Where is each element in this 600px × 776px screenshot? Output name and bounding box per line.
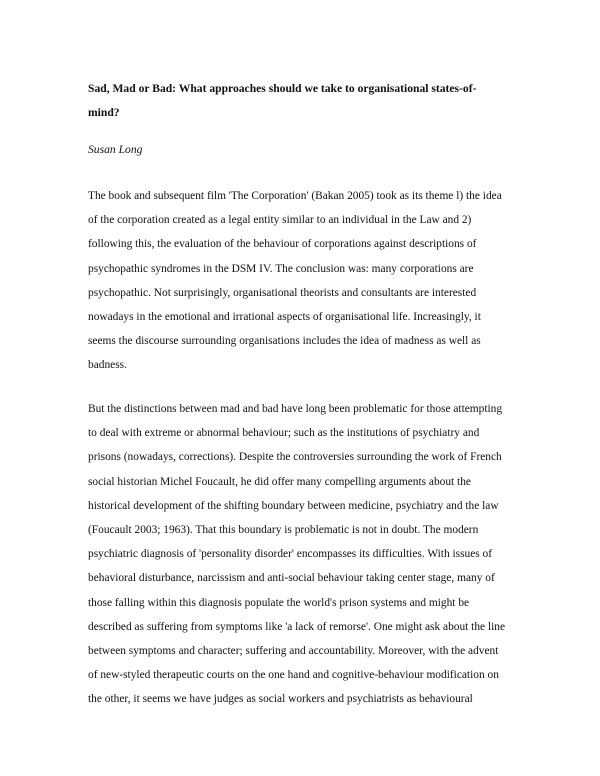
text-line: social historian Michel Foucault, he did offer many compelling arguments about the [88, 475, 471, 488]
text-line: to deal with extreme or abnormal behaviour; such as the institutions of psychiatry and [88, 427, 480, 440]
text-line: following this, the evaluation of the behaviour of corporations against descriptions of [88, 238, 477, 251]
title-line: Sad, Mad or Bad: What approaches should we take to organisational states-of- [88, 82, 477, 95]
text-line: those falling within this diagnosis populate the world's prison systems and might be [88, 596, 470, 609]
text-line: described as suffering from symptoms like 'a lack of remorse'. One might ask about the line [88, 620, 506, 633]
title-line: mind? [88, 106, 120, 119]
text-line: psychiatric diagnosis of 'personality disorder' encompasses its difficulties. With issues of [88, 548, 493, 561]
text-line: psychopathic syndromes in the DSM IV. The conclusion was: many corporations are [88, 262, 474, 275]
text-line: behavioral disturbance, narcissism and anti-social behaviour taking center stage, many of [88, 572, 495, 585]
text-line: historical development of the shifting boundary between medicine, psychiatry and the law [88, 499, 499, 512]
text-line: nowadays in the emotional and irrational aspects of organisational life. Increasingly, it [88, 311, 481, 324]
text-line: of the corporation created as a legal entity similar to an individual in the Law and 2) [88, 214, 472, 227]
text-line: psychopathic. Not surprisingly, organisational theorists and consultants are interested [88, 286, 477, 299]
text-line: But the distinctions between mad and bad have long been problematic for those attempting [88, 403, 503, 415]
text-line: (Foucault 2003; 1963). That this boundary is problematic is not in doubt. The modern [88, 524, 479, 537]
paragraph-1 [88, 184, 528, 378]
text-line: The book and subsequent film 'The Corporation' (Bakan 2005) took as its theme l) the idea [88, 190, 502, 202]
text-line: of new-styled therapeutic courts on the one hand and cognitive-behaviour modification on [88, 669, 499, 682]
text-line: between symptoms and character; suffering and accountability. Moreover, with the advent [88, 645, 499, 658]
author-name: Susan Long [88, 143, 143, 156]
text-line: prisons (nowadays, corrections). Despite the controversies surrounding the work of French [88, 451, 502, 464]
paragraph-2 [88, 397, 528, 712]
text-line: badness. [88, 359, 127, 372]
text-line: seems the discourse surrounding organisations includes the idea of madness as well as [88, 335, 481, 348]
text-line: the other, it seems we have judges as social workers and psychiatrists as behavioural [88, 693, 473, 706]
document-title [88, 77, 508, 125]
